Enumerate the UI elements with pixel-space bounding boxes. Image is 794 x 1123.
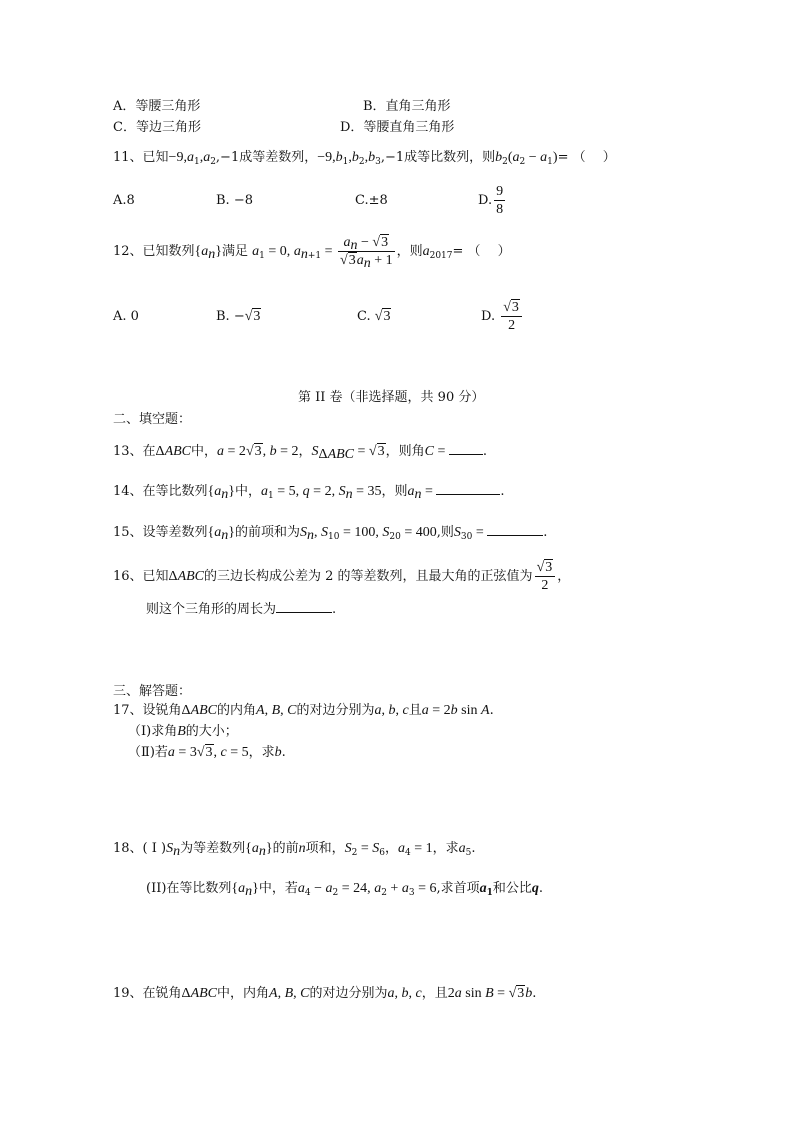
q11-option-c: C.±8 bbox=[355, 193, 388, 208]
q16-stem: 16、已知ΔABC的三边长构成公差为 2 的等差数列，且最大角的正弦值为 $\frac{√3}{2}$ ， bbox=[113, 560, 571, 593]
q11-stem: 11、已知$-9,a_1,a_2,-1$成等差数列，$-9,b_1,b_2,b_3,-1$成等比数列，则$b_2(a_2 - a_1)=$ （ ） bbox=[113, 150, 616, 167]
q14-stem: 14、在等比数列$\{a_n\}$中，$a_1 = 5$, q = 2, $S_n = 35$，则$a_n$ = . bbox=[113, 484, 505, 502]
q11-option-b: B. −8 bbox=[216, 193, 253, 208]
q10-option-b: B．直角三角形 bbox=[363, 99, 451, 114]
q11-option-a: A.8 bbox=[113, 193, 135, 208]
q10-option-c: C．等边三角形 bbox=[113, 120, 201, 135]
q12-option-c: C. √3 bbox=[357, 309, 391, 324]
q13-stem: 13、在ΔABC中，a = 2√3, b = 2，$S_{\Delta ABC} = √3$，则角C = . bbox=[113, 444, 488, 462]
q11-option-d: D. $\frac{9}{8}$ bbox=[478, 184, 504, 217]
section-3-heading: 三、解答题： bbox=[113, 684, 192, 699]
q19-stem: 19、在锐角ΔABC中，内角A, B, C的对边分别为a, b, c，且2a sin B = √3b. bbox=[113, 986, 537, 1001]
q12-option-d: D. $\frac{√3}{2}$ bbox=[481, 297, 524, 337]
q15-stem: 15、设等差数列$\{a_n\}$的前项和为$S_n$, $S_{10} = 100$, $S_{20} = 400$,则$S_{30}$ = . bbox=[113, 525, 548, 543]
q12-stem: 12、已知数列$\{a_n\}$满足 $a_1 = 0$, $a_{n+1}$ = $\frac{a_n - √3}{√3a_n + 1}$ ，则$a_{2017}=$ （ ） bbox=[113, 235, 511, 271]
section-2-heading: 二、填空题： bbox=[113, 412, 192, 427]
section-2-title: 第 II 卷（非选择题，共 90 分） bbox=[298, 390, 485, 405]
q18-stem: 18、( I )$S_n$为等差数列$\{a_n\}$的前n项和，$S_2 = S_6$，$a_4 = 1$，求$a_5$. bbox=[113, 841, 476, 859]
q17-part2: （Ⅱ)若a = 3√3, c = 5，求b. bbox=[128, 745, 286, 760]
q12-option-a: A. 0 bbox=[113, 309, 139, 324]
q16-line2: 则这个三角形的周长为 . bbox=[146, 602, 337, 617]
q17-part1: （Ⅰ)求角B的大小； bbox=[128, 724, 238, 739]
q10-option-a: A．等腰三角形 bbox=[113, 99, 201, 114]
q10-option-d: D．等腰直角三角形 bbox=[340, 120, 455, 135]
q17-stem: 17、设锐角ΔABC的内角A, B, C的对边分别为a, b, c且a = 2b sin A. bbox=[113, 703, 494, 718]
q12-option-b: B. −√3 bbox=[216, 309, 261, 324]
q18-part2: (II)在等比数列$\{a_n\}$中，若$a_4 - a_2 = 24$, $a_2 + a_3 = 6$,求首项$a_1$和公比q. bbox=[146, 881, 544, 899]
